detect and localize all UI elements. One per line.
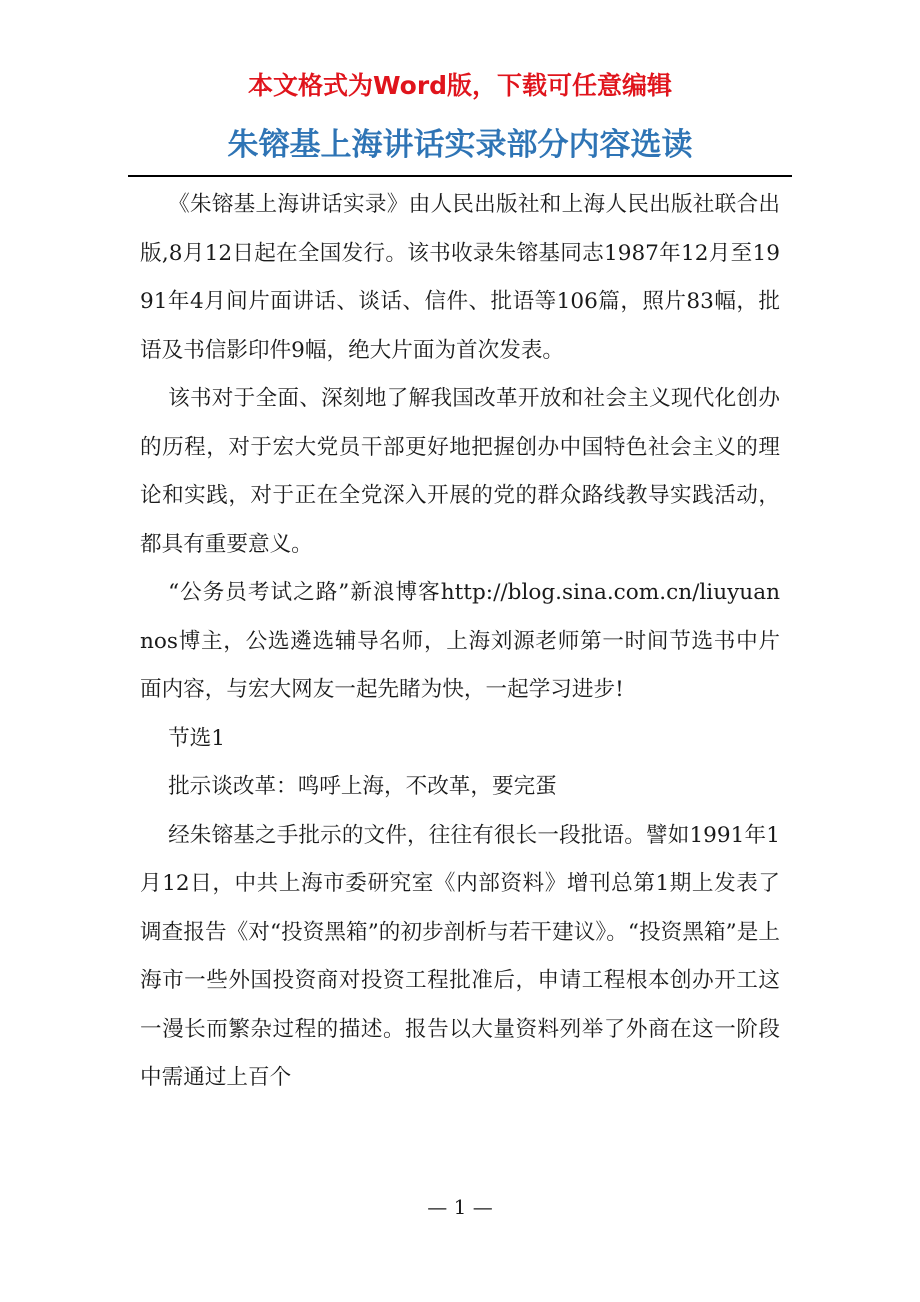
document-body xyxy=(140,181,780,1103)
section-heading: 节选1 xyxy=(168,725,226,751)
page-number: — 1 — xyxy=(427,1195,493,1219)
title-divider xyxy=(128,175,792,177)
paragraph-blog-note: “公务员考试之路”新浪博客http://blog.sina.com.cn/liuyuannos博主，公选遴选辅导名师，上海刘源老师第一时间节选书中片面内容，与宏大网友一起先睹为快，一起学习进步! xyxy=(140,580,780,702)
section-subheading: 批示谈改革：鸣呼上海，不改革，要完蛋 xyxy=(168,774,557,799)
document-title: 朱镕基上海讲话实录部分内容选读 xyxy=(227,127,693,163)
paragraph-intro: 《朱镕基上海讲话实录》由人民出版社和上海人民出版社联合出版,8月12日起在全国发行。该书收录朱镕基同志1987年12月至1991年4月间片面讲话、谈话、信件、批语等106篇，照片83幅，批语及书信影印件9幅，绝大片面为首次发表。 xyxy=(140,192,780,363)
format-notice-banner: 本文格式为Word版，下载可任意编辑 xyxy=(247,71,673,100)
paragraph-excerpt: 经朱镕基之手批示的文件，往往有很长一段批语。譬如1991年1月12日，中共上海市委研究室《内部资料》增刊总第1期上发表了调查报告《对“投资黑箱”的初步剖析与若干建议》。“投资黑箱”是上海市一些外国投资商对投资工程批准后，申请工程根本创办开工这一漫长而繁杂过程的描述。报告以大量资料列举了外商在这一阶段中需通过上百个 xyxy=(140,822,780,1090)
paragraph-significance: 该书对于全面、深刻地了解我国改革开放和社会主义现代化创办的历程，对于宏大党员干部更好地把握创办中国特色社会主义的理论和实践，对于正在全党深入开展的党的群众路线教导实践活动，都具有重要意义。 xyxy=(140,386,780,557)
